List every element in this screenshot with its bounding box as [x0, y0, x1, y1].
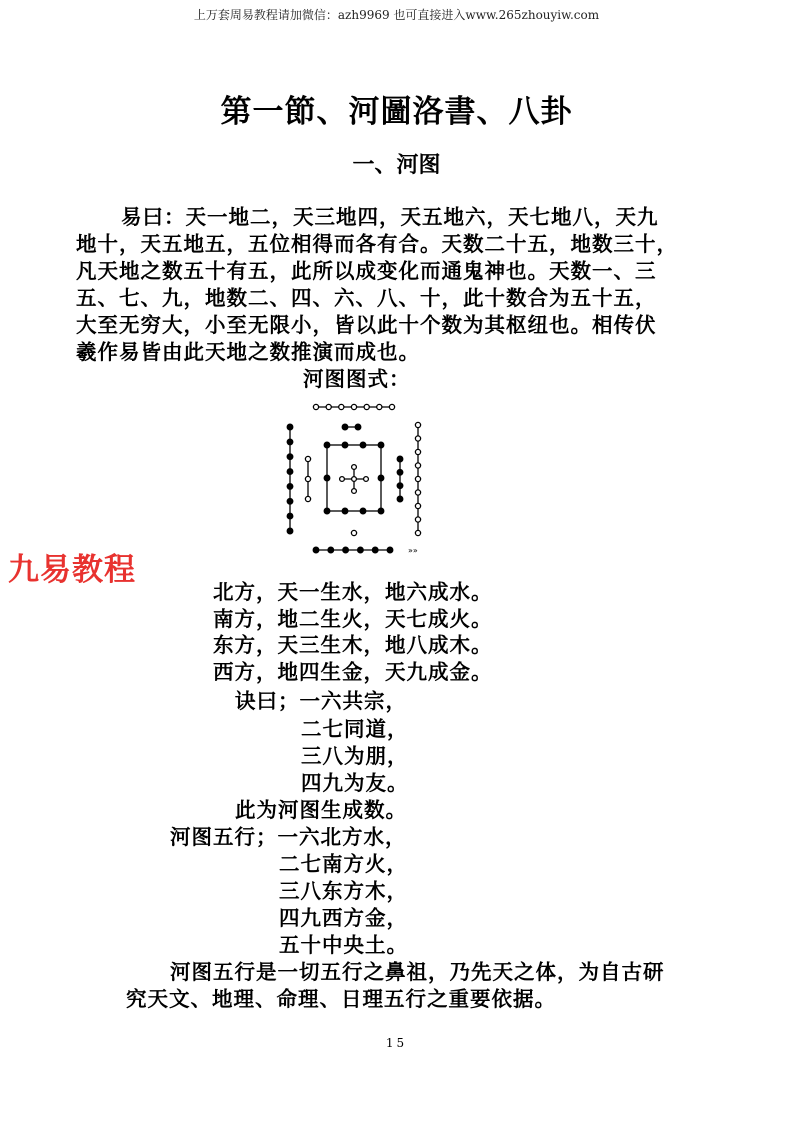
direction-line: 西方，地四生金，天九成金。: [213, 660, 493, 684]
page-header: 上万套周易教程请加微信：azh9969 也可直接进入www.265zhouyiw.com: [193, 8, 600, 22]
diagram-caption: 河图图式：: [303, 367, 411, 391]
intro-line: 羲作易皆由此天地之数推演而成也。: [76, 340, 420, 364]
verse-line: 四九为友。: [301, 771, 409, 795]
hetu-diagram: [270, 395, 450, 565]
closing-line: 究天文、地理、命理、日理五行之重要依据。: [126, 987, 556, 1011]
intro-line: 大至无穷大，小至无限小，皆以此十个数为其枢纽也。相传伏: [76, 313, 657, 337]
element-line: 二七南方火，: [279, 852, 408, 876]
verse-line: 诀曰；一六共宗，: [235, 689, 407, 713]
verse-line: 二七同道，: [301, 717, 409, 741]
element-line: 四九西方金，: [279, 906, 408, 930]
page-number: 15: [385, 1036, 408, 1050]
intro-line: 易曰：天一地二，天三地四，天五地六，天七地八，天九: [121, 205, 659, 229]
section-title: 第一節、河圖洛書、八卦: [220, 94, 573, 130]
element-line: 五十中央土。: [279, 933, 408, 957]
element-line: 三八东方木，: [279, 879, 408, 903]
element-line: 河图五行；一六北方水，: [170, 825, 407, 849]
intro-line: 凡天地之数五十有五，此所以成变化而通鬼神也。天数一、三: [76, 259, 657, 283]
diagram-mark: »»: [408, 546, 418, 555]
direction-line: 东方，天三生木，地八成木。: [213, 633, 493, 657]
direction-line: 北方，天一生水，地六成水。: [213, 580, 493, 604]
summary-line: 此为河图生成数。: [235, 798, 407, 822]
closing-line: 河图五行是一切五行之鼻祖，乃先天之体，为自古研: [170, 960, 665, 984]
watermark-logo: 九易教程: [8, 552, 136, 588]
verse-line: 三八为朋，: [301, 744, 409, 768]
intro-line: 地十，天五地五，五位相得而各有合。天数二十五，地数三十，: [76, 232, 678, 256]
direction-line: 南方，地二生火，天七成火。: [213, 607, 493, 631]
section-subtitle: 一、河图: [352, 152, 441, 178]
intro-line: 五、七、九，地数二、四、六、八、十，此十数合为五十五，: [76, 286, 657, 310]
